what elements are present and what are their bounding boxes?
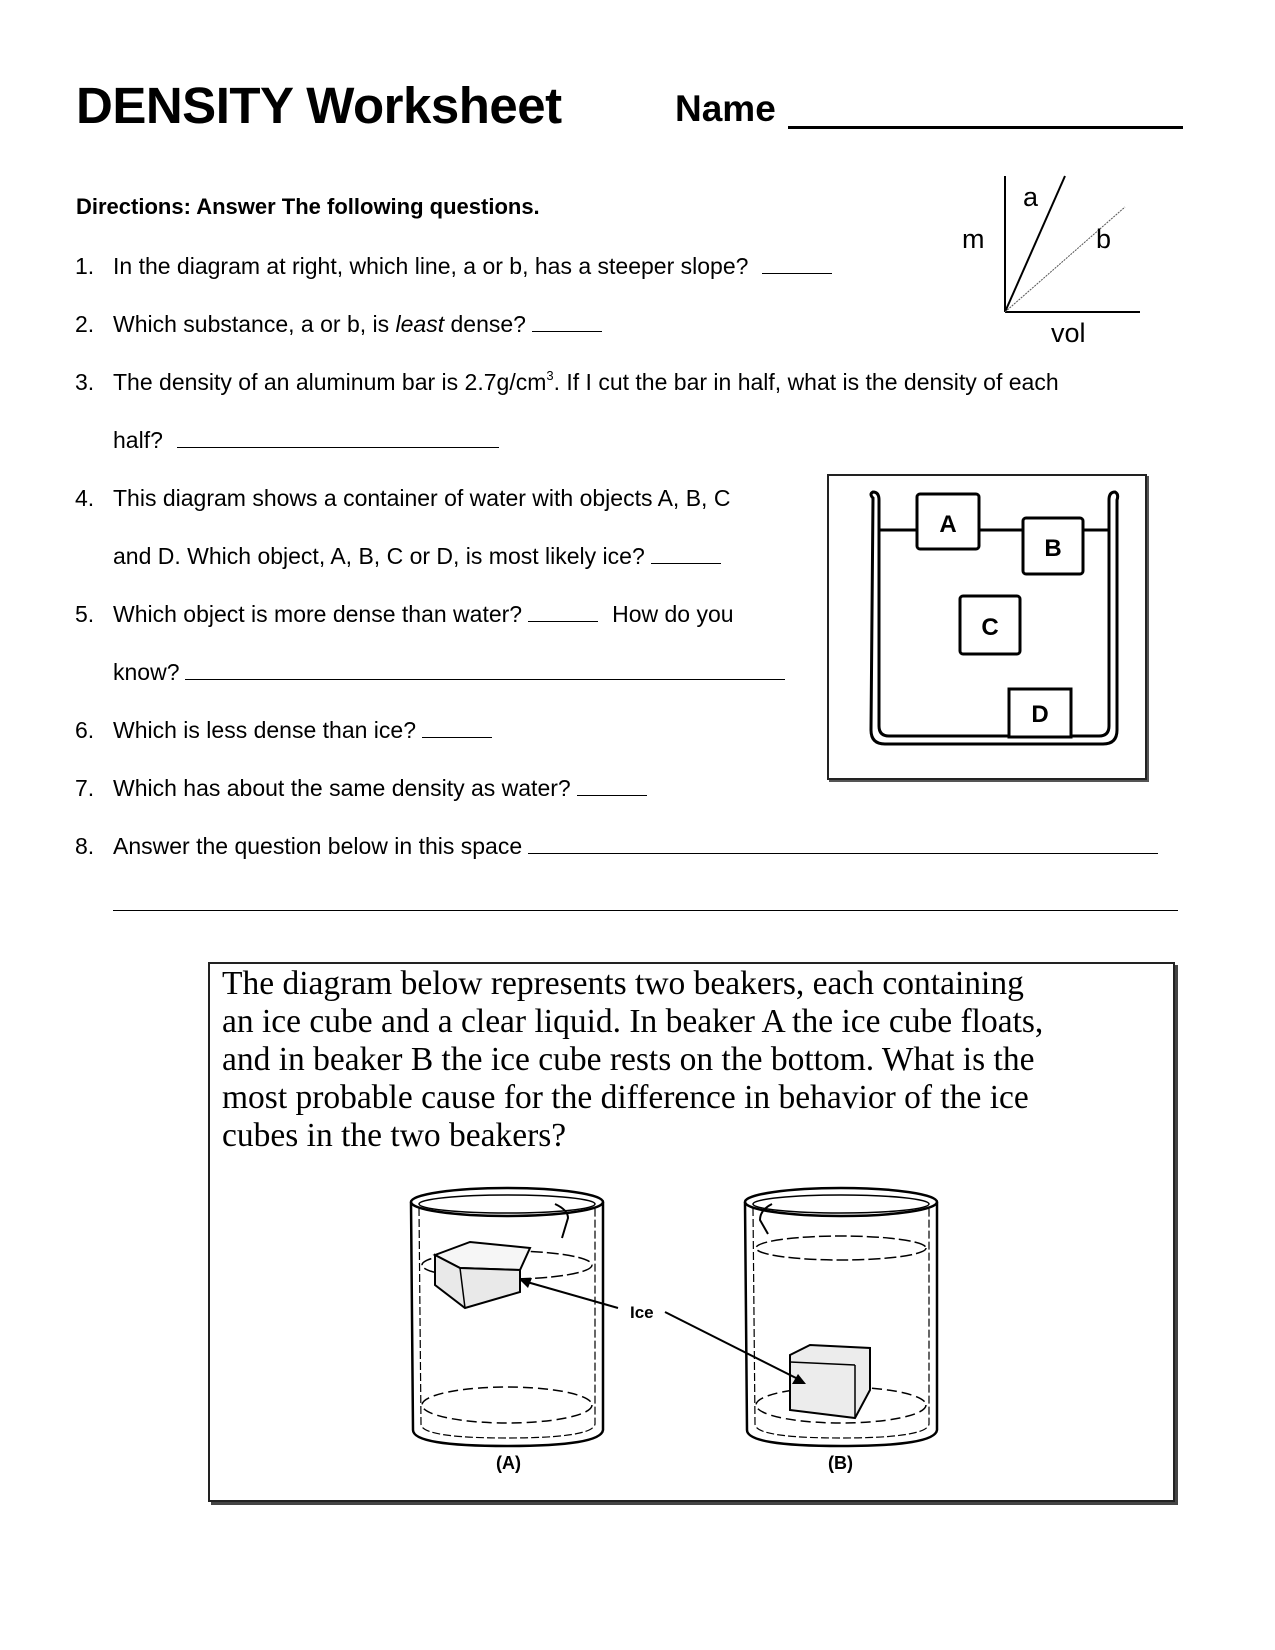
ice-question-line: most probable cause for the difference in behavior of the ice bbox=[222, 1079, 1029, 1116]
answer-5-blank[interactable] bbox=[528, 601, 598, 622]
directions: Directions: Answer The following questions. bbox=[76, 194, 540, 219]
answer-6-blank[interactable] bbox=[422, 717, 492, 738]
beaker-a-label: (A) bbox=[496, 1453, 521, 1473]
object-c-label: C bbox=[981, 614, 999, 641]
ice-question-text bbox=[222, 965, 1172, 1155]
beakers-diagram bbox=[400, 1180, 960, 1480]
question-7-text: Which has about the same density as water? bbox=[113, 775, 571, 801]
answer-5-explanation-blank[interactable] bbox=[185, 659, 785, 680]
line-b bbox=[1005, 207, 1125, 312]
question-8-text: Answer the question below in this space bbox=[113, 833, 523, 859]
x-axis-label: vol bbox=[1051, 318, 1086, 348]
question-2 bbox=[113, 310, 602, 338]
question-5-number: 5. bbox=[75, 601, 95, 627]
line-a-label: a bbox=[1023, 182, 1039, 212]
object-b-label: B bbox=[1044, 535, 1062, 562]
question-5-continuation: know? bbox=[113, 659, 180, 685]
answer-8-blank-line-1[interactable] bbox=[528, 833, 1158, 854]
ice-question-line: an ice cube and a clear liquid. In beaker A the ice cube floats, bbox=[222, 1003, 1044, 1040]
object-d bbox=[1009, 689, 1071, 737]
ice-question-line: cubes in the two beakers? bbox=[222, 1117, 567, 1154]
name-label: Name bbox=[675, 88, 776, 129]
object-a-label: A bbox=[939, 511, 957, 538]
object-c bbox=[960, 596, 1020, 654]
ice-arrow-b bbox=[665, 1312, 800, 1380]
ice-cube-floating bbox=[435, 1242, 530, 1308]
question-5-text-after: How do you bbox=[612, 601, 734, 627]
answer-4-blank[interactable] bbox=[651, 543, 721, 564]
question-8 bbox=[113, 832, 1158, 860]
question-6 bbox=[113, 716, 492, 744]
object-d-label: D bbox=[1031, 701, 1049, 728]
beaker-b-label: (B) bbox=[828, 1453, 853, 1473]
question-4-number: 4. bbox=[75, 485, 95, 511]
question-4-text: This diagram shows a container of water with objects A, B, C bbox=[113, 485, 731, 511]
question-3-superscript: 3 bbox=[546, 368, 554, 383]
object-a bbox=[917, 494, 979, 549]
question-6-text: Which is less dense than ice? bbox=[113, 717, 416, 743]
beaker-b bbox=[745, 1188, 937, 1446]
answer-2-blank[interactable] bbox=[532, 311, 602, 332]
name-field[interactable] bbox=[788, 126, 1183, 129]
mass-volume-graph bbox=[960, 170, 1160, 350]
question-7 bbox=[113, 774, 647, 802]
question-3 bbox=[113, 368, 1059, 396]
page-title: DENSITY Worksheet bbox=[76, 77, 562, 134]
question-4-continuation: and D. Which object, A, B, C or D, is most likely ice? bbox=[113, 543, 645, 569]
y-axis-label: m bbox=[962, 224, 985, 254]
question-5-continuation-row bbox=[113, 658, 785, 686]
answer-3-blank[interactable] bbox=[177, 427, 499, 448]
question-1-number: 1. bbox=[75, 253, 95, 279]
question-3-text: The density of an aluminum bar is 2.7g/cm bbox=[113, 369, 547, 395]
answer-7-blank[interactable] bbox=[577, 775, 647, 796]
line-b-label: b bbox=[1096, 224, 1112, 254]
question-2-emphasis: least bbox=[395, 311, 445, 337]
ice-question-line: and in beaker B the ice cube rests on the bottom. What is the bbox=[222, 1041, 1035, 1078]
question-2-text-before: Which substance, a or b, is bbox=[113, 311, 396, 337]
question-1-text: In the diagram at right, which line, a or b, has a steeper slope? bbox=[113, 253, 749, 279]
question-2-number: 2. bbox=[75, 311, 95, 337]
question-5 bbox=[113, 600, 734, 628]
water-tank-diagram bbox=[827, 474, 1147, 779]
object-b bbox=[1023, 518, 1083, 574]
question-6-number: 6. bbox=[75, 717, 95, 743]
question-4-continuation-row bbox=[113, 542, 721, 570]
question-3-continuation-row bbox=[113, 426, 499, 454]
question-2-text-after: dense? bbox=[444, 311, 526, 337]
ice-question-line: The diagram below represents two beakers, each containing bbox=[222, 965, 1024, 1002]
question-7-number: 7. bbox=[75, 775, 95, 801]
question-3-continuation: half? bbox=[113, 427, 163, 453]
answer-1-blank[interactable] bbox=[762, 253, 832, 274]
question-5-text: Which object is more dense than water? bbox=[113, 601, 523, 627]
question-3-text-after: . If I cut the bar in half, what is the density of each bbox=[553, 369, 1059, 395]
answer-8-blank-line-2[interactable] bbox=[113, 910, 1178, 911]
ice-label: Ice bbox=[630, 1303, 654, 1322]
beaker-a bbox=[411, 1188, 603, 1446]
question-1 bbox=[113, 252, 832, 280]
question-8-number: 8. bbox=[75, 833, 95, 859]
question-3-number: 3. bbox=[75, 369, 95, 395]
